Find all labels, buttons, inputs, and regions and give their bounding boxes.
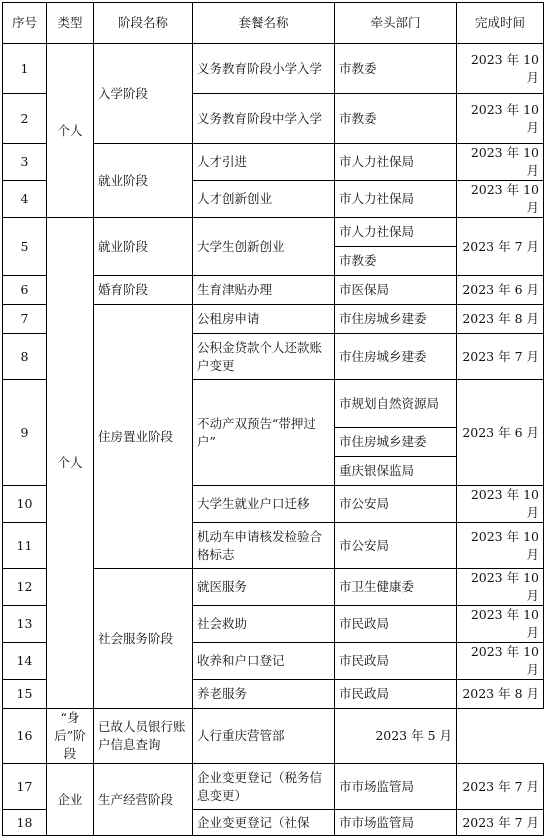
header-time: 完成时间	[457, 3, 544, 44]
row-time: 2023 年 10 月	[457, 569, 544, 606]
row-no: 9	[3, 380, 47, 486]
row-dept: 市医保局	[335, 276, 457, 305]
row-no: 7	[3, 305, 47, 334]
row-no: 14	[3, 643, 47, 680]
row-stage: 入学阶段	[94, 44, 193, 144]
row-dept: 市规划自然资源局	[335, 380, 457, 428]
row-package: 养老服务	[193, 680, 335, 709]
row-package: 已故人员银行账户信息查询	[94, 709, 193, 764]
row-package: 人才创新创业	[193, 181, 335, 218]
header-no: 序号	[3, 3, 47, 44]
row-no: 2	[3, 94, 47, 144]
row-dept: 市住房城乡建委	[335, 428, 457, 457]
row-stage: 社会服务阶段	[94, 569, 193, 709]
row-dept: 市住房城乡建委	[335, 334, 457, 380]
row-no: 8	[3, 334, 47, 380]
row-time: 2023 年 8 月	[457, 680, 544, 709]
row-type: 个人	[47, 218, 94, 709]
row-package: 就医服务	[193, 569, 335, 606]
row-package: 机动车申请核发检验合格标志	[193, 523, 335, 569]
row-dept: 市卫生健康委	[335, 569, 457, 606]
row-no: 10	[3, 486, 47, 523]
row-no: 12	[3, 569, 47, 606]
row-package: 社会救助	[193, 606, 335, 643]
row-dept: 市市场监管局	[335, 764, 457, 810]
row-time: 2023 年 7 月	[457, 764, 544, 810]
header-stage: 阶段名称	[94, 3, 193, 44]
row-stage: 婚育阶段	[94, 276, 193, 305]
row-time: 2023 年 5 月	[335, 709, 457, 764]
row-stage: “身后”阶段	[47, 709, 94, 764]
row-dept: 市教委	[335, 44, 457, 94]
row-no: 11	[3, 523, 47, 569]
row-dept: 市教委	[335, 94, 457, 144]
row-no: 4	[3, 181, 47, 218]
row-dept: 市民政局	[335, 680, 457, 709]
row-dept: 市住房城乡建委	[335, 305, 457, 334]
row-time: 2023 年 10 月	[457, 486, 544, 523]
header-row	[3, 3, 544, 44]
row-time: 2023 年 10 月	[457, 181, 544, 218]
row-no: 1	[3, 44, 47, 94]
table-row	[3, 764, 544, 810]
row-package: 企业变更登记（税务信息变更）	[193, 764, 335, 810]
row-no: 17	[3, 764, 47, 810]
row-time: 2023 年 10 月	[457, 94, 544, 144]
table-row	[3, 218, 544, 247]
row-dept: 市公安局	[335, 486, 457, 523]
row-type: 企业	[47, 764, 94, 836]
row-package: 公租房申请	[193, 305, 335, 334]
row-package: 公积金贷款个人还款账户变更	[193, 334, 335, 380]
row-dept: 人行重庆营管部	[193, 709, 335, 764]
table-row	[3, 709, 544, 764]
table-row	[3, 44, 544, 94]
row-dept: 市人力社保局	[335, 144, 457, 181]
row-package: 大学生创新创业	[193, 218, 335, 276]
row-no: 13	[3, 606, 47, 643]
row-no: 5	[3, 218, 47, 276]
row-package: 人才引进	[193, 144, 335, 181]
row-package: 义务教育阶段小学入学	[193, 44, 335, 94]
row-dept: 市民政局	[335, 643, 457, 680]
row-time: 2023 年 10 月	[457, 523, 544, 569]
service-package-table	[2, 2, 544, 836]
row-time: 2023 年 7 月	[457, 218, 544, 276]
row-time: 2023 年 10 月	[457, 144, 544, 181]
row-time: 2023 年 7 月	[457, 810, 544, 836]
row-package: 收养和户口登记	[193, 643, 335, 680]
row-type: 个人	[47, 44, 94, 218]
row-package: 大学生就业户口迁移	[193, 486, 335, 523]
row-dept: 市教委	[335, 247, 457, 276]
row-no: 6	[3, 276, 47, 305]
row-time: 2023 年 10 月	[457, 643, 544, 680]
row-stage: 就业阶段	[94, 144, 193, 218]
row-stage: 生产经营阶段	[94, 764, 193, 836]
row-time: 2023 年 10 月	[457, 606, 544, 643]
row-time: 2023 年 6 月	[457, 380, 544, 486]
header-type: 类型	[47, 3, 94, 44]
row-package: 不动产双预告“带押过户”	[193, 380, 335, 486]
row-dept: 市人力社保局	[335, 218, 457, 247]
row-stage: 住房置业阶段	[94, 305, 193, 569]
row-time: 2023 年 8 月	[457, 305, 544, 334]
row-package: 生育津贴办理	[193, 276, 335, 305]
row-time: 2023 年 10 月	[457, 44, 544, 94]
row-no: 18	[3, 810, 47, 836]
header-dept: 牵头部门	[335, 3, 457, 44]
row-dept: 市公安局	[335, 523, 457, 569]
row-package: 义务教育阶段中学入学	[193, 94, 335, 144]
row-no: 3	[3, 144, 47, 181]
row-no: 16	[3, 709, 47, 764]
row-dept: 市市场监管局	[335, 810, 457, 836]
row-dept: 重庆银保监局	[335, 457, 457, 486]
row-dept: 市人力社保局	[335, 181, 457, 218]
row-package: 企业变更登记（社保	[193, 810, 335, 836]
row-time: 2023 年 6 月	[457, 276, 544, 305]
row-time: 2023 年 7 月	[457, 334, 544, 380]
row-stage: 就业阶段	[94, 218, 193, 276]
row-no: 15	[3, 680, 47, 709]
header-package: 套餐名称	[193, 3, 335, 44]
row-dept: 市民政局	[335, 606, 457, 643]
